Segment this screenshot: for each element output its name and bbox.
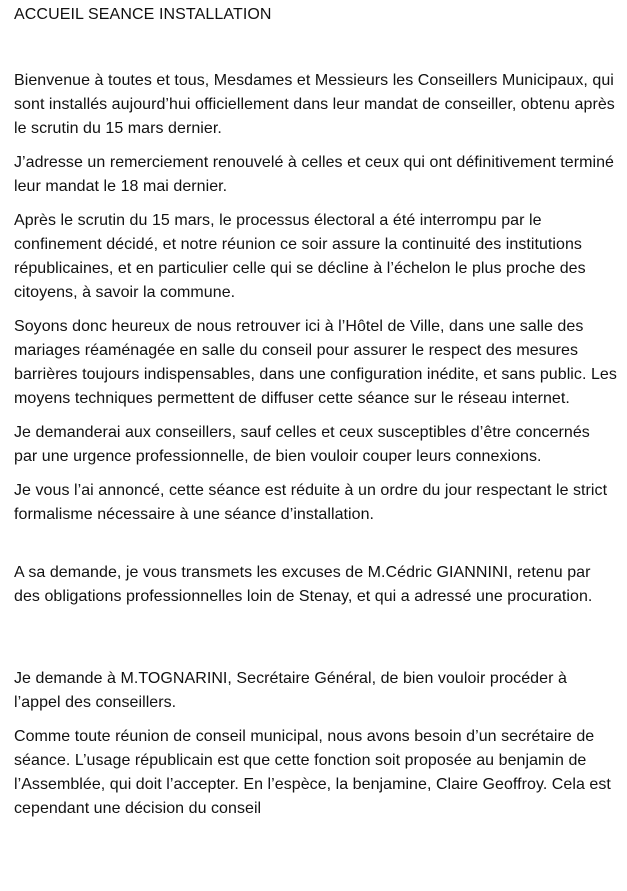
paragraph-secretary: Comme toute réunion de conseil municipal, nous avons besoin d’un secrétaire de séance. L’usage républicain est que cette fonction soit proposée au benjamin de l’Assemblée, qui doit l’accepter. En l’espèce, la benjamine, Claire Geoffroy. Cela est cependant une décision du conseil [14,728,611,817]
document-page [14,0,617,821]
paragraph-roll-call: Je demande à M.TOGNARINI, Secrétaire Général, de bien vouloir procéder à l’appel des conseillers. [14,670,567,711]
paragraph-agenda: Je vous l’ai annoncé, cette séance est réduite à un ordre du jour respectant le strict formalisme nécessaire à une séance d’installation. [14,482,608,523]
paragraph-excuses: A sa demande, je vous transmets les excuses de M.Cédric GIANNINI, retenu par des obligations professionnelles loin de Stenay, et qui a adressé une procuration. [14,564,593,605]
paragraph-thanks: J’adresse un remerciement renouvelé à celles et ceux qui ont définitivement terminé leur mandat le 18 mai dernier. [14,154,615,195]
document-title: ACCUEIL SEANCE INSTALLATION [14,6,272,23]
paragraph-town-hall: Soyons donc heureux de nous retrouver ici à l’Hôtel de Ville, dans une salle des mariages réaménagée en salle du conseil pour assurer le respect des mesures barrières toujours indispensables, dans une configuration inédite, et sans public. Les moyens techniques permettent de diffuser cette séance sur le réseau internet. [14,318,617,407]
paragraph-electoral-process: Après le scrutin du 15 mars, le processus électoral a été interrompu par le confinement décidé, et notre réunion ce soir assure la continuité des institutions républicaines, et en particulier celle qui se décline à l’échelon le plus proche des citoyens, à savoir la commune. [14,212,586,301]
paragraph-connections: Je demanderai aux conseillers, sauf celles et ceux susceptibles d’être concernés par une urgence professionnelle, de bien vouloir couper leurs connexions. [14,424,590,465]
paragraph-welcome: Bienvenue à toutes et tous, Mesdames et Messieurs les Conseillers Municipaux, qui sont installés aujourd’hui officiellement dans leur mandat de conseiller, obtenu après le scrutin du 15 mars dernier. [14,72,615,137]
